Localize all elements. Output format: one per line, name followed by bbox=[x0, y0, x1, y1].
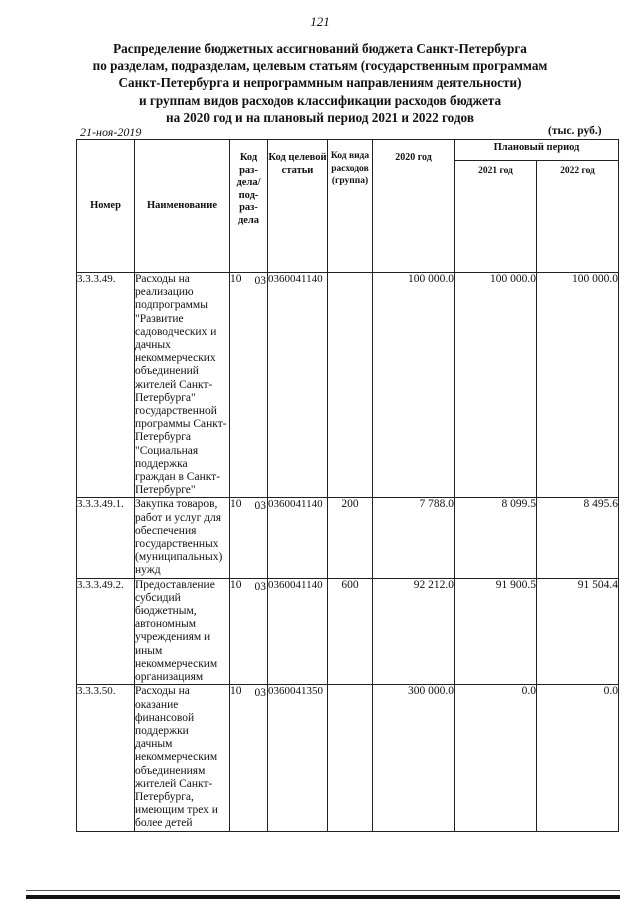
header-planned-period: Плановый период bbox=[455, 140, 619, 161]
table-row bbox=[77, 578, 619, 685]
row-value-2021: 0.0 bbox=[455, 685, 537, 831]
row-section bbox=[230, 498, 268, 578]
title-line: и группам видов расходов классификации расходов бюджета bbox=[138, 92, 502, 108]
row-value-2020: 300 000.0 bbox=[373, 685, 455, 831]
row-target: 0360041140 bbox=[268, 498, 328, 578]
row-name: Расходы на оказание финансовой поддержки дачным некоммерческим объединениям жителей Санкт-Петербурга, имеющим трех и более детей bbox=[135, 685, 230, 831]
table-row bbox=[77, 498, 619, 578]
row-subsection-code: 03 bbox=[254, 275, 266, 287]
row-value-2022: 91 504.4 bbox=[537, 578, 619, 685]
title-line: Распределение бюджетных ассигнований бюджета Санкт-Петербурга bbox=[113, 41, 527, 56]
table-row bbox=[77, 273, 619, 498]
row-value-2022: 100 000.0 bbox=[537, 273, 619, 498]
row-value-2020: 7 788.0 bbox=[373, 498, 455, 578]
row-section bbox=[230, 685, 268, 831]
budget-table bbox=[76, 139, 619, 832]
row-group: 200 bbox=[328, 498, 373, 578]
row-group: 600 bbox=[328, 578, 373, 685]
row-value-2021: 100 000.0 bbox=[455, 273, 537, 498]
row-value-2022: 0.0 bbox=[537, 685, 619, 831]
header-2020: 2020 год bbox=[373, 140, 455, 273]
document-date: 21-ноя-2019 bbox=[80, 125, 142, 139]
row-number: 3.3.3.49. bbox=[77, 273, 135, 498]
row-name: Закупка товаров, работ и услуг для обеспечения государственных (муниципальных) нужд bbox=[135, 498, 230, 578]
row-number: 3.3.3.50. bbox=[77, 685, 135, 831]
row-value-2021: 91 900.5 bbox=[455, 578, 537, 685]
header-group: Код вида расходов (группа) bbox=[328, 140, 373, 273]
row-section bbox=[230, 578, 268, 685]
row-subsection-code: 03 bbox=[254, 580, 266, 593]
header-2022: 2022 год bbox=[537, 160, 619, 272]
row-target: 0360041350 bbox=[268, 685, 328, 831]
row-subsection-code: 03 bbox=[254, 687, 266, 700]
row-value-2022: 8 495.6 bbox=[537, 498, 619, 578]
row-target: 0360041140 bbox=[268, 578, 328, 685]
header-target: Код целевой статьи bbox=[268, 140, 328, 273]
bottom-divider bbox=[26, 895, 620, 899]
table-row bbox=[77, 685, 619, 831]
row-section bbox=[230, 273, 268, 498]
row-group bbox=[328, 273, 373, 498]
row-number: 3.3.3.49.2. bbox=[77, 578, 135, 685]
row-number: 3.3.3.49.1. bbox=[77, 498, 135, 578]
title-line: на 2020 год и на плановый период 2021 и 2022 годов bbox=[166, 109, 474, 125]
row-target: 0360041140 bbox=[268, 273, 328, 498]
row-value-2020: 100 000.0 bbox=[373, 273, 455, 498]
row-name: Предоставление субсидий бюджетным, автономным учреждениям и иным некоммерческим организациям bbox=[135, 578, 230, 685]
document-title bbox=[60, 40, 580, 126]
row-value-2021: 8 099.5 bbox=[455, 498, 537, 578]
row-value-2020: 92 212.0 bbox=[373, 578, 455, 685]
title-line: по разделам, подразделам, целевым статьям (государственным программам bbox=[92, 58, 548, 74]
page-number: 121 bbox=[310, 14, 330, 29]
row-section-code: 10 bbox=[230, 685, 242, 698]
header-name: Наименование bbox=[135, 140, 230, 273]
header-2021: 2021 год bbox=[455, 160, 537, 272]
row-name: Расходы на реализацию подпрограммы "Развитие садоводческих и дачных некоммерческих объединений жителей Санкт-Петербурга" государственной программы Санкт-Петербурга "Социальная поддержка граждан в Санкт-Петербурге" bbox=[135, 273, 230, 498]
title-line: Санкт-Петербурга и непрограммным направлениям деятельности) bbox=[118, 75, 522, 91]
row-section-code: 10 bbox=[230, 578, 242, 591]
row-group bbox=[328, 685, 373, 831]
header-section: Код раз-дела/ под-раз-дела bbox=[230, 140, 268, 273]
row-section-code: 10 bbox=[230, 498, 242, 511]
header-number: Номер bbox=[77, 140, 135, 273]
row-subsection-code: 03 bbox=[254, 500, 266, 513]
units-label: (тыс. руб.) bbox=[548, 125, 602, 137]
bottom-divider-thin bbox=[26, 890, 620, 891]
row-section-code: 10 bbox=[230, 273, 242, 285]
